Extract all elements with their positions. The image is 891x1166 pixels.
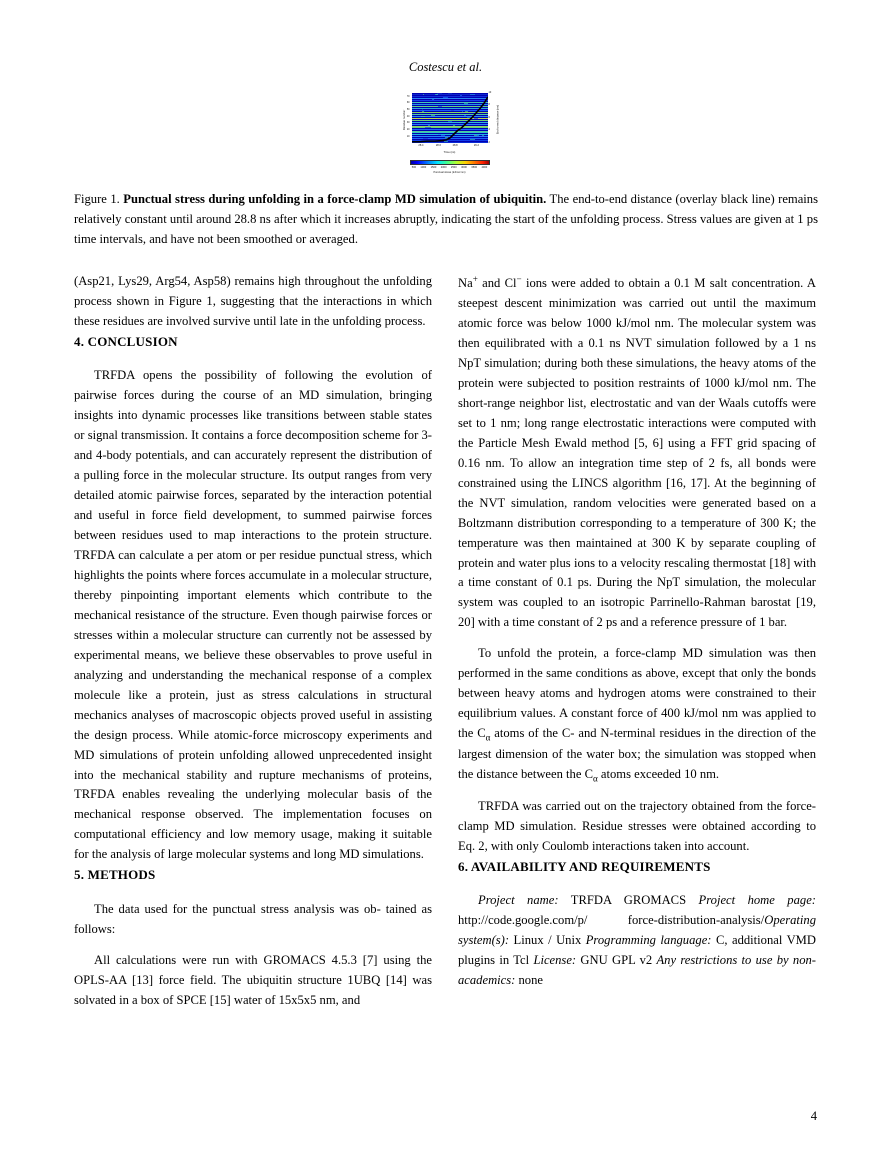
y2-tick-label: 8 [488,103,490,107]
availability-label-license: License: [533,953,577,968]
availability-label-restrictions: Any restrictions to use by non-academics: [458,953,816,988]
caption-title: Punctual stress during unfolding in a force-clamp MD simulation of ubiquitin. [123,192,547,206]
availability-label-operating-system: Operating system(s): [458,913,816,948]
heatmap-texture [425,127,430,128]
heatmap-stripe [412,129,488,130]
colorbar-tick-label: 1000 [420,166,427,169]
heatmap-texture [428,125,431,126]
y-tick-label: 30 [406,121,410,125]
heatmap-stripe [412,136,488,137]
heatmap-stripe [412,131,488,132]
y2-axis-title: End-to-end distance (nm) [496,104,499,135]
cl-label: and Cl [477,276,517,291]
x-tick-label: 28.8 [452,144,458,147]
colorbar-tick-label: 1500 [430,166,437,169]
heatmap-texture [441,135,444,136]
y2-tick-label: 10 [488,90,492,94]
x-axis-title: Time (ns) [443,150,456,154]
heatmap-texture [421,116,425,117]
heatmap-texture [423,112,427,113]
heatmap-stripe [412,126,488,127]
availability-label-programming-language: Programming language: [585,933,712,948]
heatmap-texture [438,106,442,107]
heatmap-texture [473,112,476,113]
heatmap-texture [422,109,423,110]
colorbar-ticks [410,166,490,169]
na-charge-superscript: + [472,274,478,284]
heatmap-texture [445,137,448,138]
na-label: Na [458,276,473,291]
heatmap-texture [480,106,484,107]
c-alpha-subscript-2: α [592,773,598,784]
colorbar-tick-label: 3500 [471,166,478,169]
heatmap-texture [423,94,424,95]
heatmap-texture [465,111,468,112]
paragraph-unfolding [458,644,816,786]
heatmap-texture [462,111,463,112]
heatmap-stripe [412,127,488,128]
c-alpha-subscript-1: α [485,732,491,743]
colorbar-tick-label: 500 [411,166,417,169]
heatmap-plot [412,93,488,143]
paragraph-simulation-setup [458,272,816,633]
heatmap-texture [464,103,468,104]
heatmap-texture [460,95,463,96]
paragraph-trfda-trajectory: TRFDA was carried out on the trajectory obtained from the force-clamp MD simulation. Residue stresses were obtained according to Eq. 2, with only Coulomb interactions taken into account. [458,798,816,853]
caption-separator: . [116,192,124,206]
heatmap-stripe [412,142,488,143]
caption-label: Figure 1 [74,192,117,206]
heatmap-texture [477,135,479,136]
heading-conclusion: 4. CONCLUSION [74,333,178,349]
heatmap-stripe [412,98,488,99]
x-tick-label: 28.6 [435,144,441,147]
heatmap-texture [423,138,428,139]
x-tick-label: 29.2 [473,144,479,147]
heatmap-stripe [412,114,488,115]
x-tick-label: 28.4 [418,144,424,147]
y-tick-label: 50 [406,108,410,112]
right-column [458,272,816,991]
y2-tick-label: 4 [488,128,490,132]
paragraph-methods-calculations: All calculations were run with GROMACS 4.5.3 [7] using the OPLS-AA [13] force field. The ubiquitin structure 1UBQ [14] was solvated in a box of SPCE [15] water of 15x5x5 nm, and [74,952,432,1007]
heatmap-stripe [412,96,488,97]
y-tick-label: 20 [406,128,410,132]
heatmap-texture [451,110,455,111]
colorbar-title: Punctual stress (kJ/mol nm) [433,171,466,174]
availability-value-license: GNU GPL v2 [576,953,657,968]
heatmap-stripe [412,132,488,133]
heatmap-texture [438,134,441,135]
heading-methods: 5. METHODS [74,867,156,883]
left-column [74,272,432,1011]
paragraph-conclusion: TRFDA opens the possibility of following the evolution of pairwise forces during the course of an MD simulation, bringing insights into dynamic processes like transitions between stable states or signal transmission. It contains a force decomposition scheme for 3- and 4-body potentials, and can accurately represent the distribution of a pulling force in the molecular structure. Its output ranges from very detailed atomic pairwise forces, separated by the interaction potential and useful in force field development, to summed pairwise forces between residues used to map interactions to the protein structure. TRFDA can calculate a per atom or per residue punctual stress, which highlights the points where forces accumulate in a molecular structure, thereby pinpointing important elements which contribute to the mechanical resistance of the structure. Even though pairwise forces or stresses within a molecular structure can currently not be assessed by experimental means, we believe these observables to prove useful in analyzing and understanding the mechanical response of a complex molecule like a protein, just as stress calculations in structural mechanics analyses of macroscopic objects proved useful in assisting the design process. While atomic-force microscopy experiments and MD simulations of protein unfolding allowed unprecedented insight into the mechanical stability and rupture mechanisms of proteins, TRFDA enables revealing the underlying molecular basis of the mechanical response observed. The implementation focuses on computational efficiency and low memory usage, making it suitable for the analysis of large molecular systems and long MD simulations. [74,368,432,862]
heatmap-texture [443,97,448,98]
heatmap-texture [431,115,435,116]
running-head: Costescu et al. [408,60,483,74]
heatmap-stripe [412,106,488,107]
heatmap-stripe [412,124,488,125]
heatmap-texture [432,99,434,100]
heatmap-texture [453,125,455,126]
heatmap-texture [448,121,453,122]
colorbar-tick-label: 2500 [450,166,457,169]
y-axis-title: Residue number [401,109,406,131]
paragraph-availability [458,891,816,991]
heatmap-texture [470,139,475,140]
y2-tick-label: 2 [488,140,490,144]
cl-charge-superscript: − [516,274,522,284]
colorbar [410,160,490,165]
y-tick-label: 60 [406,101,410,105]
heatmap-texture [444,141,448,142]
heatmap-texture [482,135,483,136]
colorbar-tick-label: 3000 [461,166,467,169]
availability-value-operating-system: Linux / Unix [509,933,586,948]
heatmap-texture [448,93,452,94]
availability-label-project-name: Project name: [478,893,559,908]
availability-value-home-page[interactable]: http://code.google.com/p/ force-distribution-analysis/ [458,913,765,928]
figure-1-image [0,88,891,185]
unfolding-text-part3: atoms exceeded 10 nm. [597,767,720,781]
unfolding-text-part1: To unfold the protein, a force-clamp MD simulation was then performed in the same conditions as above, except that only the bonds between heavy atoms and hydrogen atoms were constrained to their equilibrium values. A constant force of 400 kJ/mol nm was applied to the C [458,646,816,741]
heatmap-stripe [412,104,488,105]
heatmap-texture [458,131,459,132]
paragraph-methods-data: The data used for the punctual stress analysis was ob- tained as follows: [74,901,432,936]
heading-availability: 6. AVAILABILITY AND REQUIREMENTS [458,858,711,874]
heatmap-stripe [412,100,488,101]
colorbar-tick-label: 2000 [440,166,447,169]
caption-body: The end-to-end distance (overlay black line) remains relatively constant until around 28.8 ns after which it increases abruptly, indicating the start of the unfolding process. Stress values are given at 1 ps time intervals, and have not been smoothed or averaged. [74,192,818,246]
heatmap-texture [464,115,466,116]
heatmap-texture [459,122,463,123]
paragraph-residues-intro: (Asp21, Lys29, Arg54, Asp58) remains high throughout the unfolding process shown in Figure 1, suggesting that the interactions in which these residues are involved survive until late in the unfolding process. [74,274,432,328]
colorbar-tick-label: 4000 [481,166,488,169]
page-number: 4 [810,1109,817,1123]
heatmap-texture [470,94,475,95]
heatmap-texture [467,117,471,118]
figure-plot-container [390,88,502,180]
heatmap-stripe [412,102,488,103]
heatmap-stripe [412,108,488,109]
availability-value-restrictions: none [515,973,543,988]
heatmap-texture [474,118,477,119]
availability-label-home-page: Project home page: [698,893,816,908]
y-tick-label: 70 [406,94,410,98]
unfolding-text-part2: atoms of the C- and N-terminal residues in the direction of the largest dimension of the water box; the simulation was stopped when the distance between the C [458,726,817,781]
y-tick-label: 40 [406,114,410,118]
availability-value-programming-language: C, additional VMD plugins in Tcl [458,933,816,968]
availability-value-project-name: TRFDA GROMACS [558,893,699,908]
heatmap-texture [435,94,438,95]
y2-tick-label: 6 [488,115,490,119]
y-tick-label: 10 [406,134,410,138]
figure-caption [74,190,818,250]
simulation-setup-text: ions were added to obtain a 0.1 M salt concentration. A steepest descent minimization was carried out until the maximum atomic force was below 1000 kJ/mol nm. The molecular system was then equilibrated with a 0.1 ns NVT simulation followed by a 1 ns NpT simulation; during both these simulations, the heavy atoms of the protein were subjected to position restraints of 1000 kJ/mol nm. The short-range neighbor list, electrostatic and van der Waals cutoffs were set to 1 nm; long range electrostatic interactions were computed with the Particle Mesh Ewald method [5, 6] using a FFT grid spacing of 0.16 nm. To allow an integration time step of 2 fs, all bonds were constrained using the LINCS algorithm [16, 17]. At the beginning of the NVT simulation, random velocities were generated based on a Boltzmann distribution corresponding to a temperature of 300 K; the temperature was then maintained at 300 K by separate coupling of protein and water plus ions to a velocity rescaling thermostat [18] with a time constant of 0.1 ps. During the NpT simulation, the molecular system was coupled to an isotropic Parrinello-Rahman barostat [19, 20] with a time constant of 2 ps and a reference pressure of 1 bar. [458,276,816,630]
heatmap-texture [421,140,426,141]
